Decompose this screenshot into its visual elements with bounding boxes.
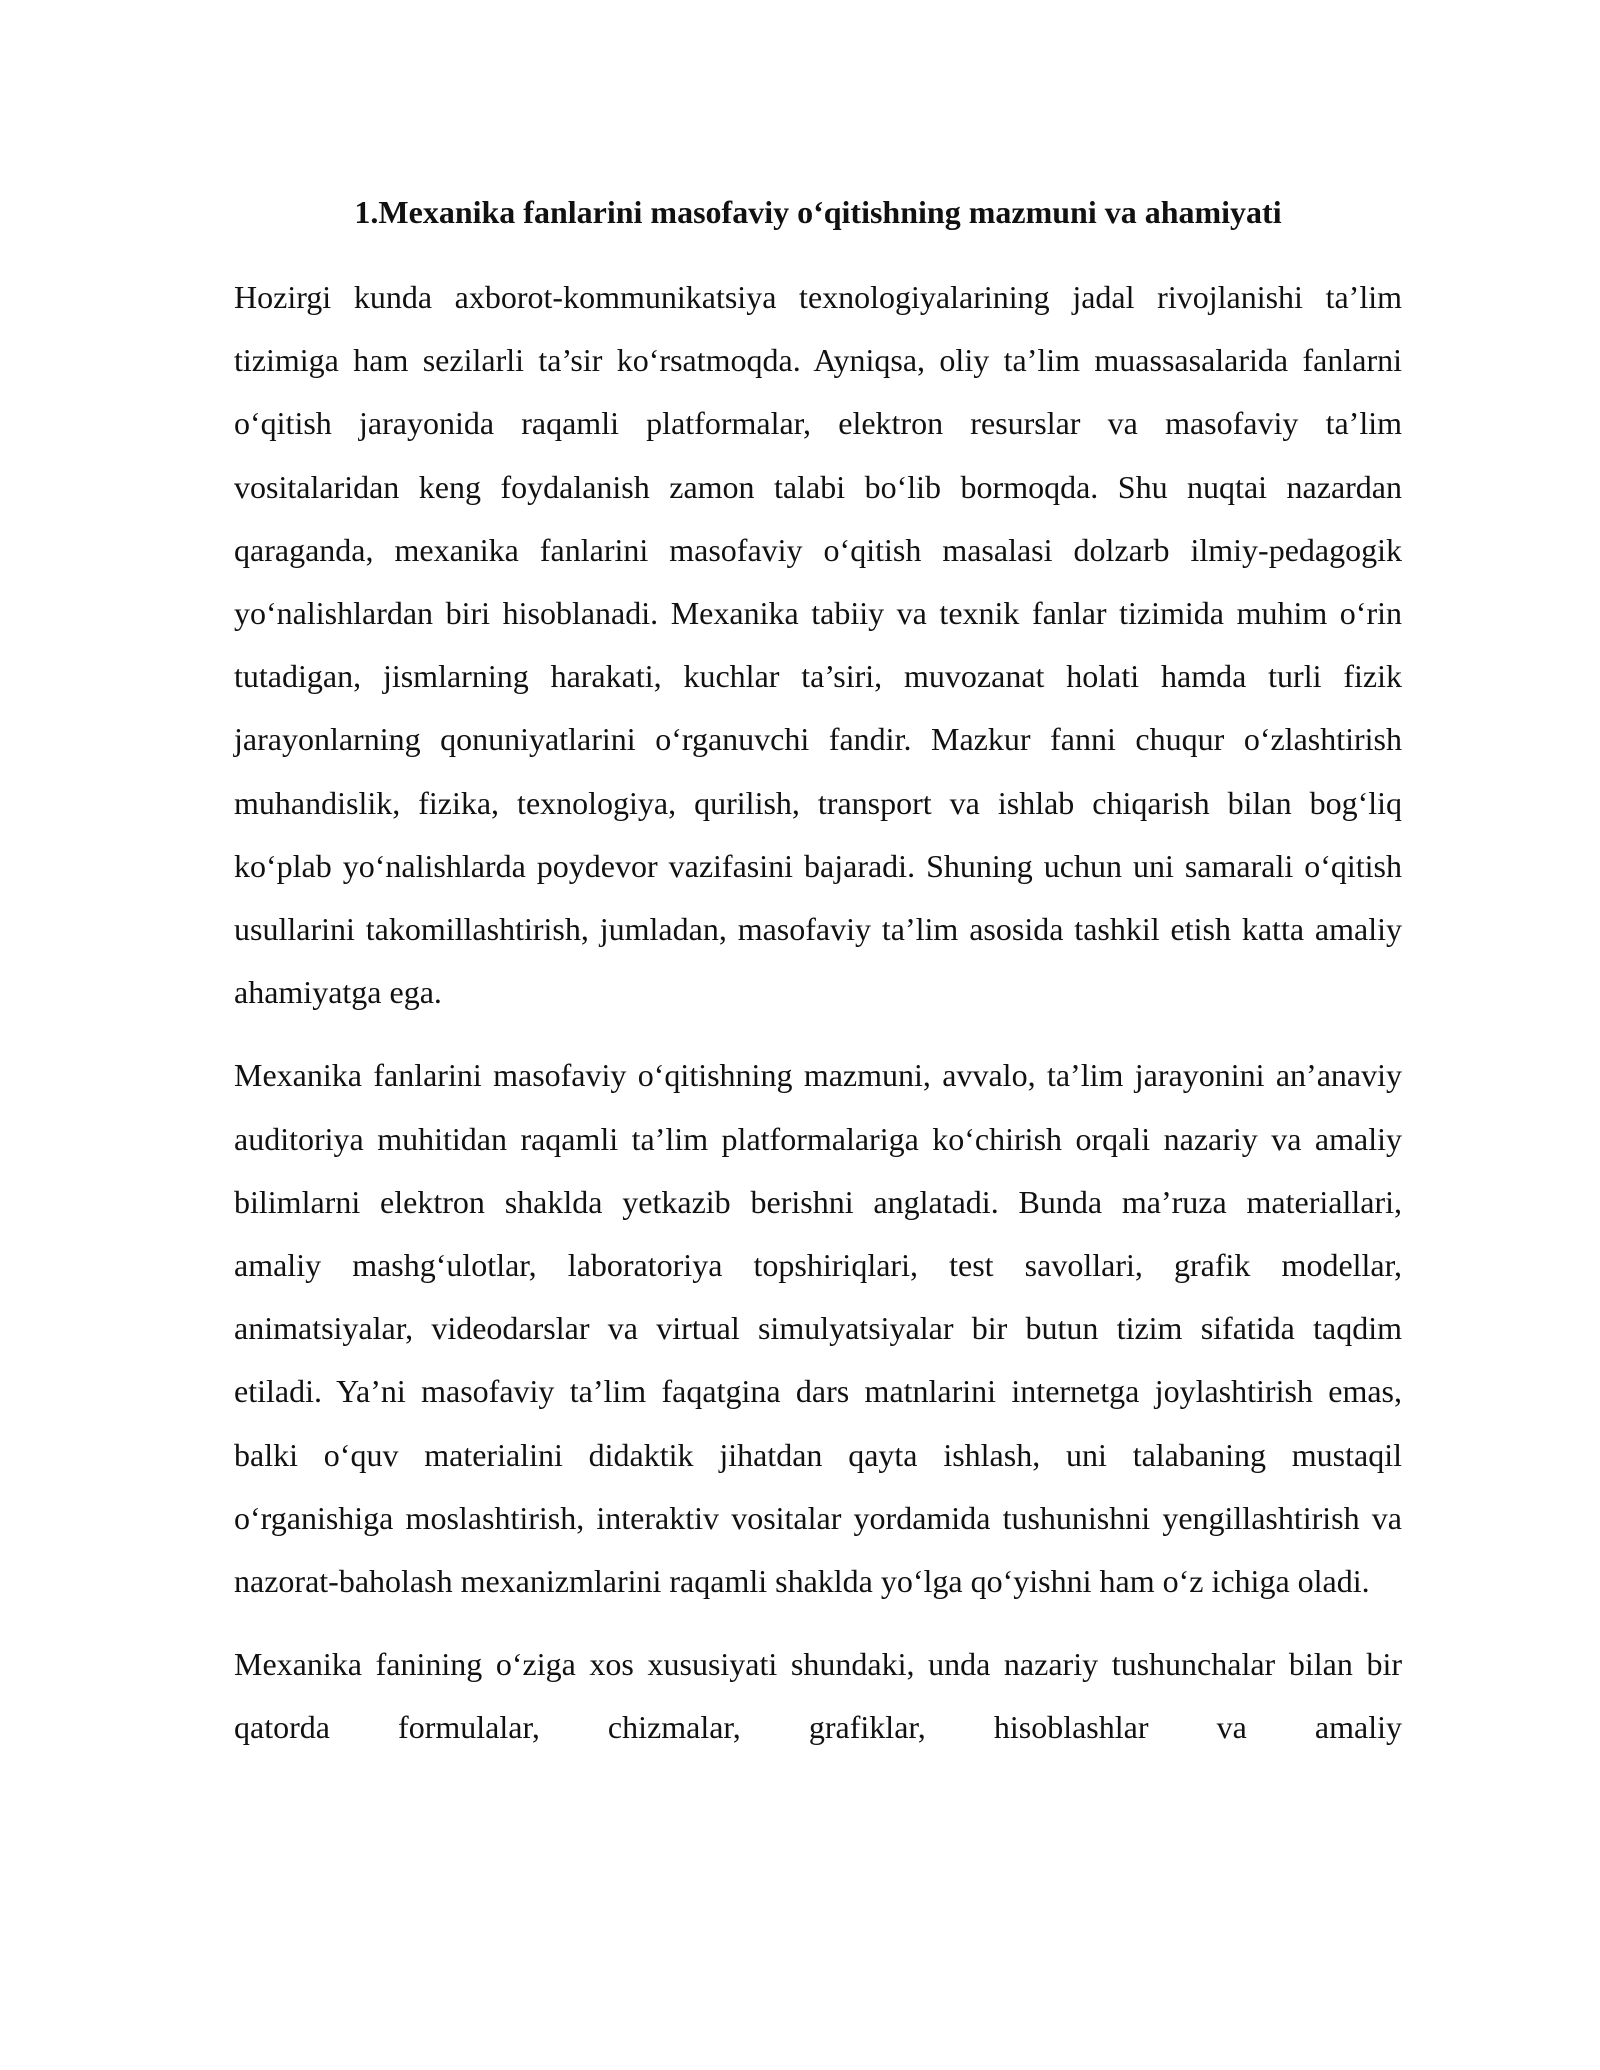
paragraph-1: Hozirgi kunda axborot-kommunikatsiya texnologiyalarining jadal rivojlanishi ta’lim tizimiga ham sezilarli ta’sir ko‘rsatmoqda. Ayniqsa, oliy ta’lim muassasalarida fanlarni o‘qitish jarayonida raqamli platformalar, elektron resurslar va masofaviy ta’lim vositalaridan keng foydalanish zamon talabi bo‘lib bormoqda. Shu nuqtai nazardan qaraganda, mexanika fanlarini masofaviy o‘qitish masalasi dolzarb ilmiy-pedagogik yo‘nalishlardan biri hisoblanadi. Mexanika tabiiy va texnik fanlar tizimida muhim o‘rin tutadigan, jismlarning harakati, kuchlar ta’siri, muvozanat holati hamda turli fizik jarayonlarning qonuniyatlarini o‘rganuvchi fandir. Mazkur fanni chuqur o‘zlashtirish muhandislik, fizika, texnologiya, qurilish, transport va ishlab chiqarish bilan bog‘liq ko‘plab yo‘nalishlarda poydevor vazifasini bajaradi. Shuning uchun uni samarali o‘qitish usullarini takomillashtirish, jumladan, masofaviy ta’lim asosida tashkil etish katta amaliy ahamiyatga ega. [234,279,1402,1011]
section-title: 1.Mexanika fanlarini masofaviy o‘qitishning mazmuni va ahamiyati [354,194,1282,230]
document-page [234,188,1402,1780]
paragraph-3: Mexanika fanining o‘ziga xos xususiyati shundaki, unda nazariy tushunchalar bilan bir qatorda formulalar, chizmalar, grafiklar, hisoblashlar va amaliy [234,1646,1402,1746]
paragraph-2: Mexanika fanlarini masofaviy o‘qitishning mazmuni, avvalo, ta’lim jarayonini an’anaviy auditoriya muhitidan raqamli ta’lim platformalariga ko‘chirish orqali nazariy va amaliy bilimlarni elektron shaklda yetkazib berishni anglatadi. Bunda ma’ruza materiallari, amaliy mashg‘ulotlar, laboratoriya topshiriqlari, test savollari, grafik modellar, animatsiyalar, videodarslar va virtual simulyatsiyalar bir butun tizim sifatida taqdim etiladi. Ya’ni masofaviy ta’lim faqatgina dars matnlarini internetga joylashtirish emas, balki o‘quv materialini didaktik jihatdan qayta ishlash, uni talabaning mustaqil o‘rganishiga moslashtirish, interaktiv vositalar yordamida tushunishni yengillashtirish va nazorat-baholash mexanizmlarini raqamli shaklda yo‘lga qo‘yishni ham o‘z ichiga oladi. [234,1057,1402,1600]
